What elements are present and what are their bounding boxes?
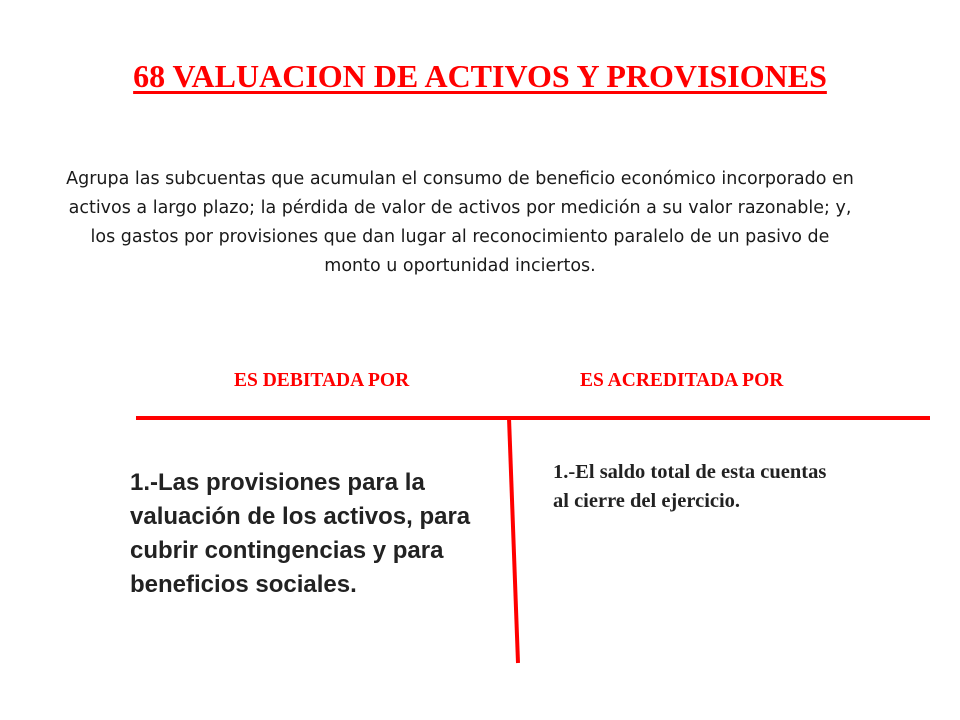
debit-entry-text: 1.-Las provisiones para la valuación de los activos, para cubrir contingencias y para beneficios sociales. [130,469,471,598]
debit-column-header: ES DEBITADA POR [234,370,410,391]
account-description: Agrupa las subcuentas que acumulan el consumo de beneficio económico incorporado en activos a largo plazo; la pérdida de valor de activos por medición a su valor razonable; y, los gastos por provisiones que dan lugar al reconocimiento paralelo de un pasivo de monto u oportunidad inciertos. [66,169,854,276]
page-title: 68 VALUACION DE ACTIVOS Y PROVISIONES [133,58,827,94]
credit-entry-text: 1.-El saldo total de esta cuentas al cierre del ejercicio. [553,461,827,512]
credit-column-header: ES ACREDITADA POR [580,370,784,391]
